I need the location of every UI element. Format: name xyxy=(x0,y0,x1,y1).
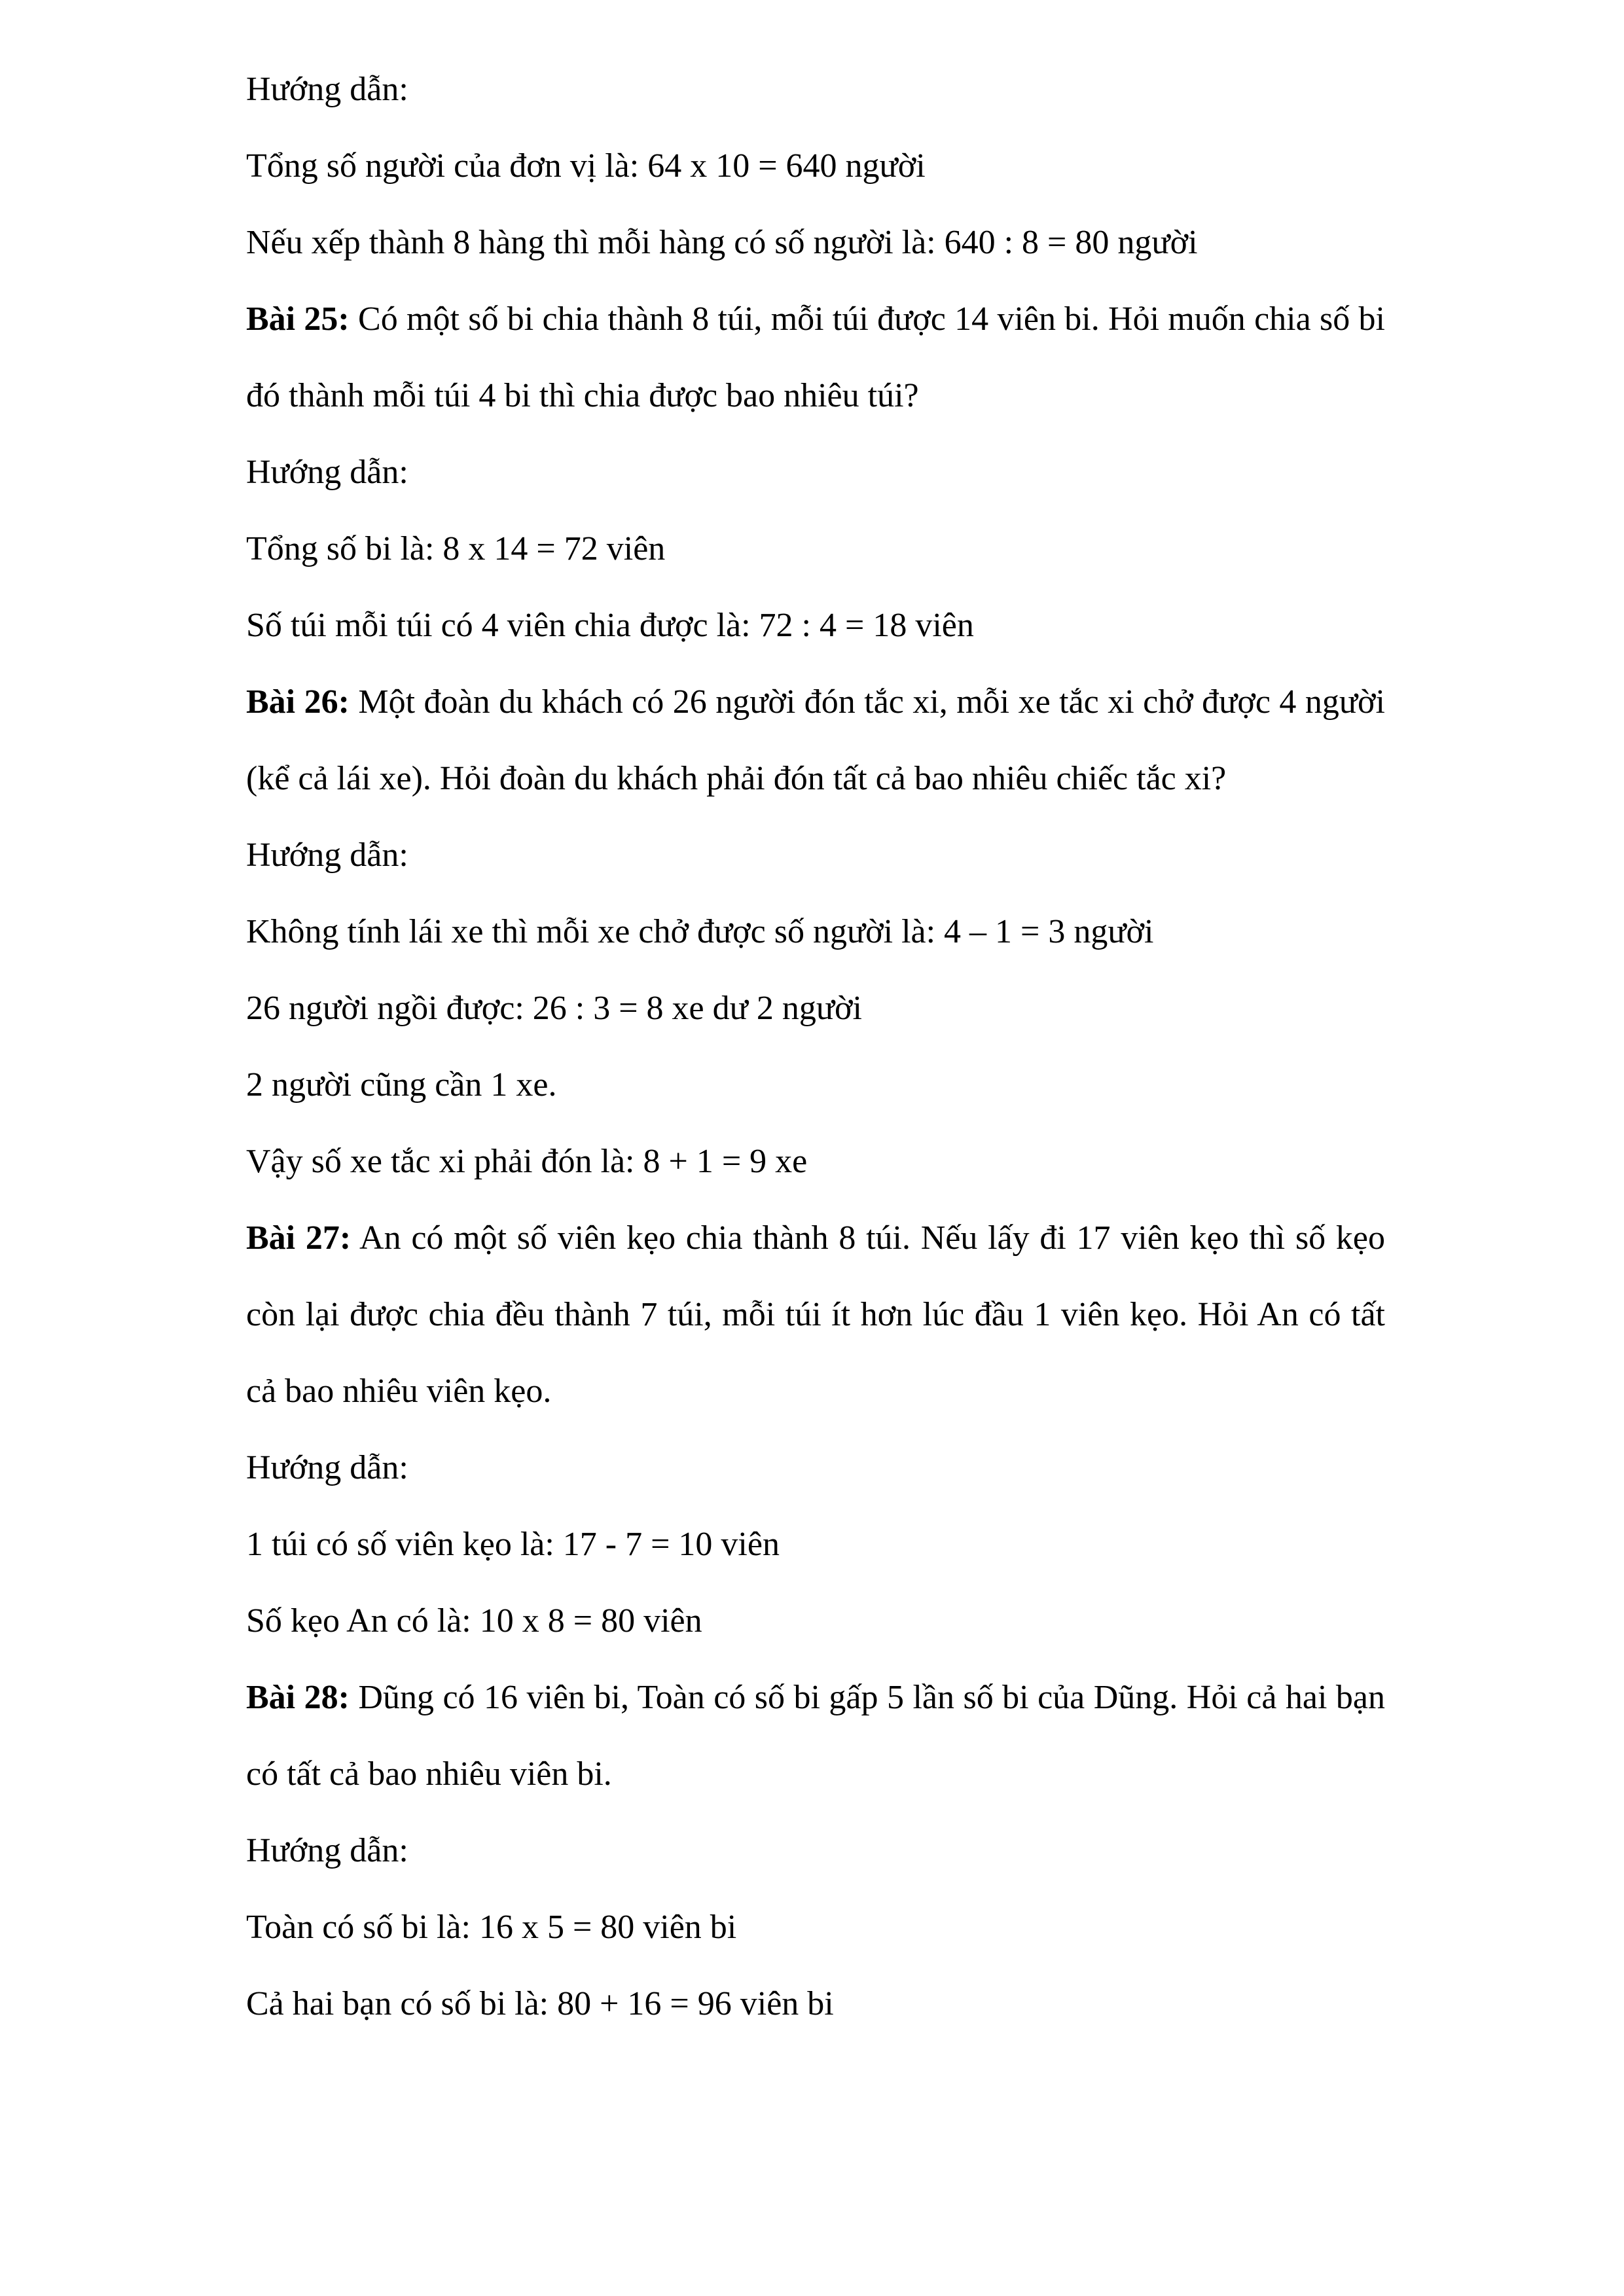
solution-line: Tổng số bi là: 8 x 14 = 72 viên xyxy=(246,530,666,567)
solution-line: Tổng số người của đơn vị là: 64 x 10 = 640 người xyxy=(246,147,926,185)
exercise-26 xyxy=(246,664,1385,817)
exercise-text: Dũng có 16 viên bi, Toàn có số bi gấp 5 lần số bi của Dũng. Hỏi cả hai bạn có tất cả bao nhiêu viên bi. xyxy=(246,1679,1385,1793)
solution-line: Vậy số xe tắc xi phải đón là: 8 + 1 = 9 xe xyxy=(246,1143,808,1180)
solution-line: Số túi mỗi túi có 4 viên chia được là: 72 : 4 = 18 viên xyxy=(246,607,974,644)
document-body xyxy=(246,51,1385,2042)
solution-line: 26 người ngồi được: 26 : 3 = 8 xe dư 2 người xyxy=(246,990,862,1027)
solution-line: 2 người cũng cần 1 xe. xyxy=(246,1066,557,1103)
solution-line: Nếu xếp thành 8 hàng thì mỗi hàng có số người là: 640 : 8 = 80 người xyxy=(246,224,1198,261)
solution-line: Không tính lái xe thì mỗi xe chở được số người là: 4 – 1 = 3 người xyxy=(246,913,1154,950)
exercise-label: Bài 27: xyxy=(246,1219,352,1257)
solution-line: Số kẹo An có là: 10 x 8 = 80 viên xyxy=(246,1602,702,1640)
solution-line: Cả hai bạn có số bi là: 80 + 16 = 96 viên bi xyxy=(246,1985,834,2022)
exercise-label: Bài 25: xyxy=(246,300,350,338)
guide-heading: Hướng dẫn: xyxy=(246,71,408,108)
solution-line: 1 túi có số viên kẹo là: 17 - 7 = 10 viên xyxy=(246,1526,780,1563)
exercise-27 xyxy=(246,1200,1385,1429)
exercise-label: Bài 26: xyxy=(246,683,350,721)
exercise-label: Bài 28: xyxy=(246,1679,350,1716)
exercise-text: Một đoàn du khách có 26 người đón tắc xi, mỗi xe tắc xi chở được 4 người (kể cả lái xe). Hỏi đoàn du khách phải đón tất cả bao nhiêu chiếc tắc xi? xyxy=(246,683,1386,797)
guide-heading: Hướng dẫn: xyxy=(246,836,408,874)
exercise-text: Có một số bi chia thành 8 túi, mỗi túi được 14 viên bi. Hỏi muốn chia số bi đó thành mỗi túi 4 bi thì chia được bao nhiêu túi? xyxy=(246,300,1385,414)
guide-heading: Hướng dẫn: xyxy=(246,454,408,491)
guide-heading: Hướng dẫn: xyxy=(246,1449,408,1486)
exercise-text: An có một số viên kẹo chia thành 8 túi. Nếu lấy đi 17 viên kẹo thì số kẹo còn lại được chia đều thành 7 túi, mỗi túi ít hơn lúc đầu 1 viên kẹo. Hỏi An có tất cả bao nhiêu viên kẹo. xyxy=(246,1219,1385,1410)
exercise-28 xyxy=(246,1659,1385,1812)
exercise-25 xyxy=(246,281,1385,434)
solution-line: Toàn có số bi là: 16 x 5 = 80 viên bi xyxy=(246,1909,737,1946)
guide-heading: Hướng dẫn: xyxy=(246,1832,408,1869)
